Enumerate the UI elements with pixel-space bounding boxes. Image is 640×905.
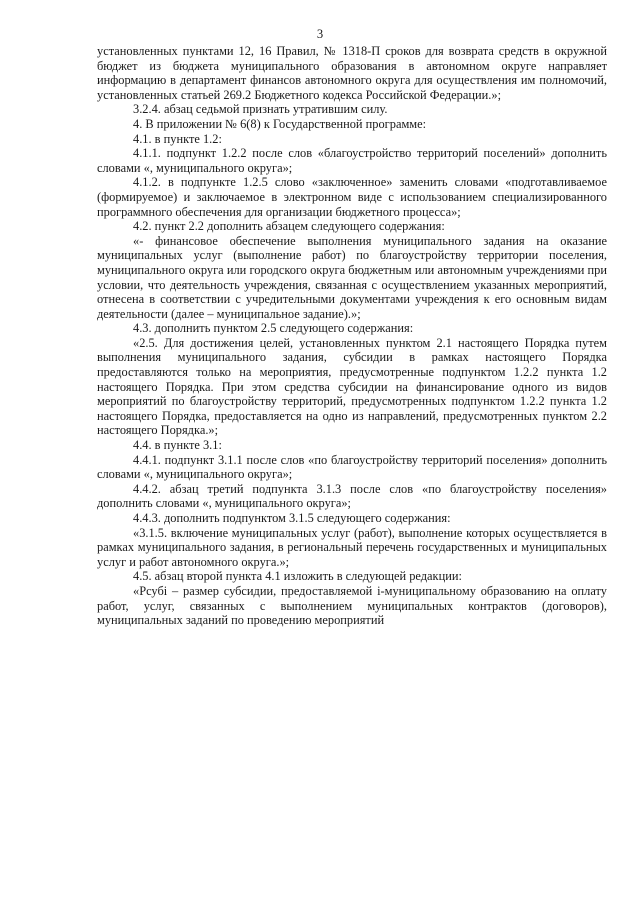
document-body bbox=[97, 44, 607, 628]
paragraph: «2.5. Для достижения целей, установленных пунктом 2.1 настоящего Порядка путем выполнения муниципального задания, субсидии в рамках настоящего Порядка предоставляются только на мероприятия, предусмотренные подпунктом 1.2.2 пункта 1.2 настоящего Порядка. При этом средства субсидии на финансирование одного из видов мероприятий по благоустройству территорий, предусмотренных подпунктом 1.2.2 пункта 1.2 настоящего Порядка, предоставляется на одно из направлений, предусмотренных пунктом 2.2 настоящего Порядка.»; bbox=[97, 335, 607, 438]
paragraph: 3.2.4. абзац седьмой признать утратившим силу. bbox=[133, 102, 388, 117]
paragraph: 4.5. абзац второй пункта 4.1 изложить в следующей редакции: bbox=[133, 569, 462, 584]
paragraph: установленных пунктами 12, 16 Правил, № 1318-П сроков для возврата средств в окружной бюджет из бюджета муниципального образования в автономном округе направляет информацию в департамент финансов автономного округа для осуществления им полномочий, установленных статьей 269.2 Бюджетного кодекса Российской Федерации.»; bbox=[97, 44, 607, 102]
paragraph: 4.1.2. в подпункте 1.2.5 слово «заключенное» заменить словами «подготавливаемое (формируемое) и заключаемое в электронном виде с использованием специализированного программного обеспечения для организации бюджетного процесса»; bbox=[97, 175, 607, 219]
paragraph: 4.4. в пункте 3.1: bbox=[133, 438, 222, 453]
page-number: 3 bbox=[316, 27, 324, 41]
paragraph: 4.4.3. дополнить подпунктом 3.1.5 следующего содержания: bbox=[133, 511, 451, 525]
paragraph: 4.1. в пункте 1.2: bbox=[133, 131, 222, 146]
paragraph: 4. В приложении № 6(8) к Государственной программе: bbox=[133, 116, 427, 131]
paragraph: 4.2. пункт 2.2 дополнить абзацем следующего содержания: bbox=[133, 219, 445, 234]
paragraph: 4.4.1. подпункт 3.1.1 после слов «по благоустройству территорий поселения» дополнить словами «, муниципального округа»; bbox=[97, 452, 607, 482]
paragraph: 4.4.2. абзац третий подпункта 3.1.3 после слов «по благоустройству поселения» дополнить словами «, муниципального округа»; bbox=[97, 481, 607, 511]
paragraph: «3.1.5. включение муниципальных услуг (работ), выполнение которых осуществляется в рамках муниципального задания, в региональный перечень государственных и муниципальных услуг и работ автономного округа.»; bbox=[97, 525, 607, 569]
paragraph: 4.1.1. подпункт 1.2.2 после слов «благоустройство территорий поселений» дополнить словами «, муниципального округа»; bbox=[97, 146, 607, 175]
paragraph: 4.3. дополнить пунктом 2.5 следующего содержания: bbox=[133, 321, 414, 336]
paragraph: «- финансовое обеспечение выполнения муниципального задания на оказание муниципальных услуг (выполнение работ) по благоустройству территории поселения, муниципального округа или городского округа бюджетным или автономным учреждениями при условии, что деятельность учреждения, связанная с осуществлением указанных мероприятий, отнесена в соответствии с учредительными документами учреждения к его основным видам деятельности (далее – муниципальное задание).»; bbox=[97, 233, 607, 321]
paragraph: «Рсубi – размер субсидии, предоставляемой i-муниципальному образованию на оплату работ, услуг, связанных с выполнением муниципальных контрактов (договоров), муниципальных заданий по проведению мероприятий bbox=[97, 583, 607, 628]
